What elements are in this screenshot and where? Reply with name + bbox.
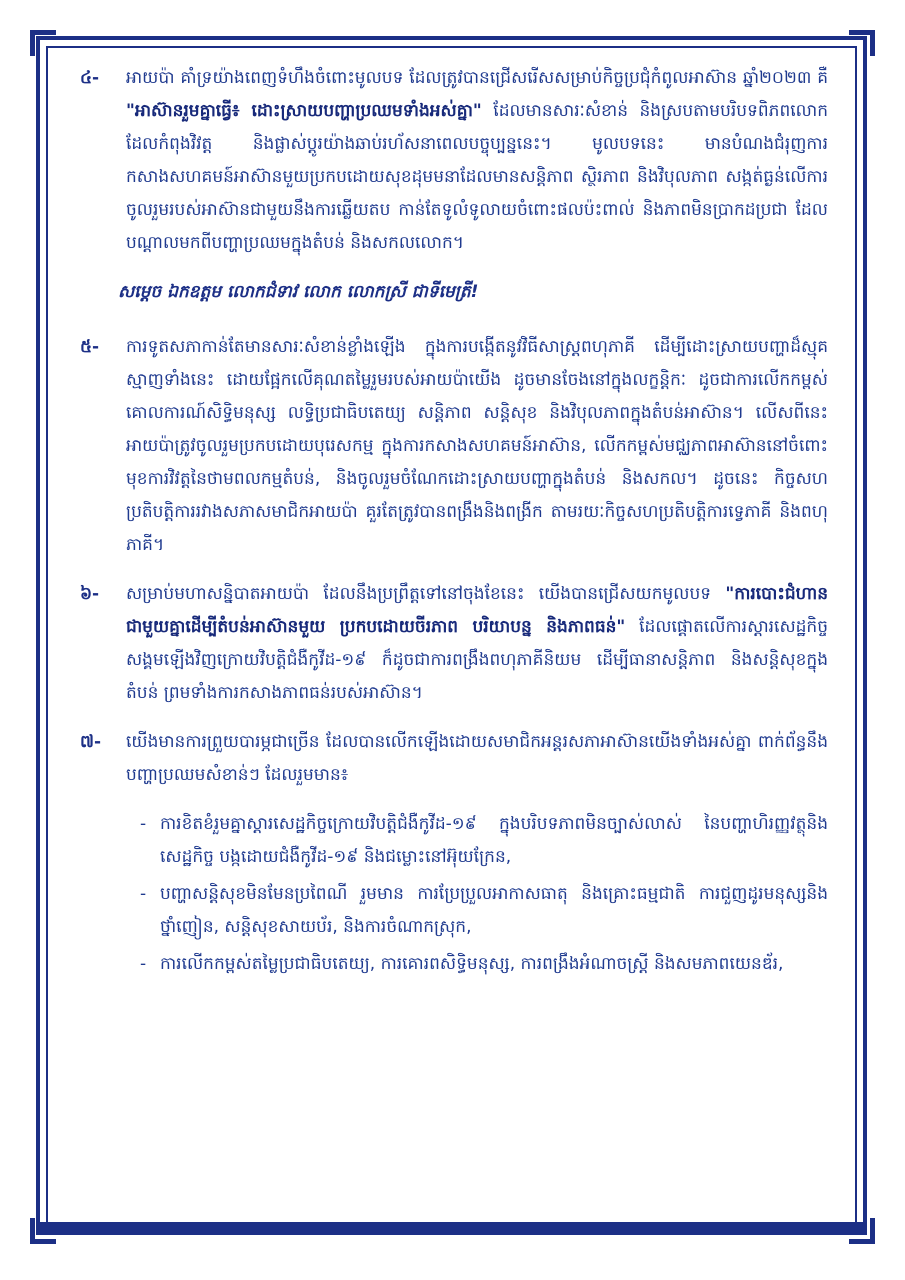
list-item <box>140 878 828 944</box>
text-run: សម្រាប់មហាសន្និបាតអាយប៉ា ដែលនឹងប្រព្រឹត្តទៅនៅចុងខែនេះ យើងបានជ្រើសយកមូលបទ <box>126 584 726 604</box>
document-body <box>80 62 828 985</box>
paragraph-5 <box>80 331 828 562</box>
paragraph-text <box>126 726 828 792</box>
text-run: អាយប៉ា គាំទ្រយ៉ាងពេញទំហឹងចំពោះមូលបទ ដែលត្រូវបានជ្រើសរើសសម្រាប់កិច្ចប្រជុំកំពូលអាស៊ាន ឆ្នាំ២០២៣ គឺ <box>126 68 828 88</box>
text-run: យើងមានការព្រួយបារម្ភជាច្រើន ដែលបានលើកឡើងដោយសមាជិកអន្តរសភាអាស៊ានយើងទាំងអស់គ្នា ពាក់ព័ន្ធនឹងបញ្ហាប្រឈមសំខាន់ៗ ដែលរួមមាន៖ <box>126 732 828 785</box>
list-item-text: បញ្ហាសន្តិសុខមិនមែនប្រពៃណី រួមមាន ការប្រែប្រួលអាកាសធាតុ និងគ្រោះធម្មជាតិ ការជួញដូរមនុស្សនិងថ្នាំញៀន, សន្តិសុខសាយប័រ, និងការចំណាកស្រុក, <box>160 884 828 937</box>
bullet-dash: - <box>140 884 147 904</box>
paragraph-7 <box>80 726 828 792</box>
paragraph-text <box>126 331 828 562</box>
bullet-dash: - <box>140 954 147 974</box>
salutation: សម្តេច ឯកឧត្តម លោកជំទាវ លោក លោកស្រី ជាទីមេត្រី! <box>118 282 479 302</box>
paragraph-number: ៧- <box>80 732 102 752</box>
corner-ornament-top-left <box>30 30 56 56</box>
corner-ornament-top-right <box>849 30 875 56</box>
list-item <box>140 948 828 981</box>
list-item-text: ការលើកកម្ពស់តម្លៃប្រជាធិបតេយ្យ, ការគោរពសិទ្ធិមនុស្ស, ការពង្រឹងអំណាចស្ត្រី និងសមភាពយេនឌ័រ, <box>160 954 784 974</box>
text-run: ដែលមានសារៈសំខាន់ និងស្របតាមបរិបទពិភពលោកដែលកំពុងវិវត្ត និងផ្លាស់ប្តូរយ៉ាងឆាប់រហ័សនាពេលបច្ចុប្បន្ននេះ។ មូលបទនេះ មានបំណងជំរុញការកសាងសហគមន៍អាស៊ានមួយប្រកបដោយសុខដុមមនាដែលមានសន្តិភាព ស្ថិរភាព និងវិបុលភាព សង្កត់ធ្ងន់លើការចូលរួមរបស់អាស៊ានជាមួយនឹងការឆ្លើយតប កាន់តែទូលំទូលាយចំពោះផលប៉ះពាល់ និងភាពមិនប្រាកដប្រជា ដែលបណ្តាលមកពីបញ្ហាប្រឈមក្នុងតំបន់ និងសកលលោក។ <box>126 101 829 253</box>
bullet-dash: - <box>140 814 147 834</box>
paragraph-number: ៦- <box>80 584 100 604</box>
paragraph-text <box>126 578 828 710</box>
list-item <box>140 808 828 874</box>
theme-quote: "ការបោះជំហានជាមួយគ្នាដើម្បីតំបន់អាស៊ានមួយ ប្រកបដោយចីរភាព បរិយាបន្ន និងភាពធន់" <box>126 584 828 637</box>
paragraph-text <box>126 62 828 260</box>
paragraph-6 <box>80 578 828 710</box>
text-run: ដែលផ្តោតលើការស្តារសេដ្ឋកិច្ចសង្គមឡើងវិញក្រោយវិបត្តិជំងឺកូវីដ-១៩ ក៏ដូចជាការពង្រឹងពហុភាគីនិយម ដើម្បីធានាសន្តិភាព និងសន្តិសុខក្នុងតំបន់ ព្រមទាំងការកសាងភាពធន់របស់អាស៊ាន។ <box>126 617 829 703</box>
paragraph-4 <box>80 62 828 260</box>
text-run: ការទូតសភាកាន់តែមានសារៈសំខាន់ខ្លាំងឡើង ក្នុងការបង្កើតនូវវិធីសាស្រ្តពហុភាគី ដើម្បីដោះស្រាយបញ្ហាដ៏ស្មុគស្មាញទាំងនេះ ដោយផ្អែកលើគុណតម្លៃរួមរបស់អាយប៉ាយើង ដូចមានចែងនៅក្នុងលក្ខន្តិកៈ ដូចជាការលើកកម្ពស់គោលការណ៍សិទ្ធិមនុស្ស លទ្ធិប្រជាធិបតេយ្យ សន្តិភាព សន្តិសុខ និងវិបុលភាពក្នុងតំបន់អាស៊ាន។ លើសពីនេះ អាយប៉ាត្រូវចូលរួមប្រកបដោយបុរេសកម្ម ក្នុងការកសាងសហគមន៍អាស៊ាន, លើកកម្ពស់មជ្ឈភាពអាស៊ាននៅចំពោះមុខការវិវត្តនៃថាមពលកម្មតំបន់, និងចូលរួមចំណែកដោះស្រាយបញ្ហាក្នុងតំបន់ និងសកល។ ដូចនេះ កិច្ចសហប្រតិបត្តិការរវាងសភាសមាជិកអាយប៉ា គួរតែត្រូវបានពង្រឹងនិងពង្រីក តាមរយៈកិច្ចសហប្រតិបត្តិការទ្វេភាគី និងពហុភាគី។ <box>126 337 828 555</box>
bottom-border-band <box>36 1222 867 1234</box>
theme-quote: "អាស៊ានរួមគ្នាធ្វើ៖ ដោះស្រាយបញ្ហាប្រឈមទាំងអស់គ្នា" <box>126 101 482 121</box>
list-item-text: ការខិតខំរួមគ្នាស្តារសេដ្ឋកិច្ចក្រោយវិបត្តិជំងឺកូវីដ-១៩ ក្នុងបរិបទភាពមិនច្បាស់លាស់ នៃបញ្ហាហិរញ្ញវត្ថុនិងសេដ្ឋកិច្ច បង្កដោយជំងឺកូវីដ-១៩ និងជម្លោះនៅអ៊ុយក្រែន, <box>160 814 828 867</box>
paragraph-number: ៤- <box>80 68 100 88</box>
paragraph-number: ៥- <box>80 337 100 357</box>
concerns-list <box>80 808 828 981</box>
